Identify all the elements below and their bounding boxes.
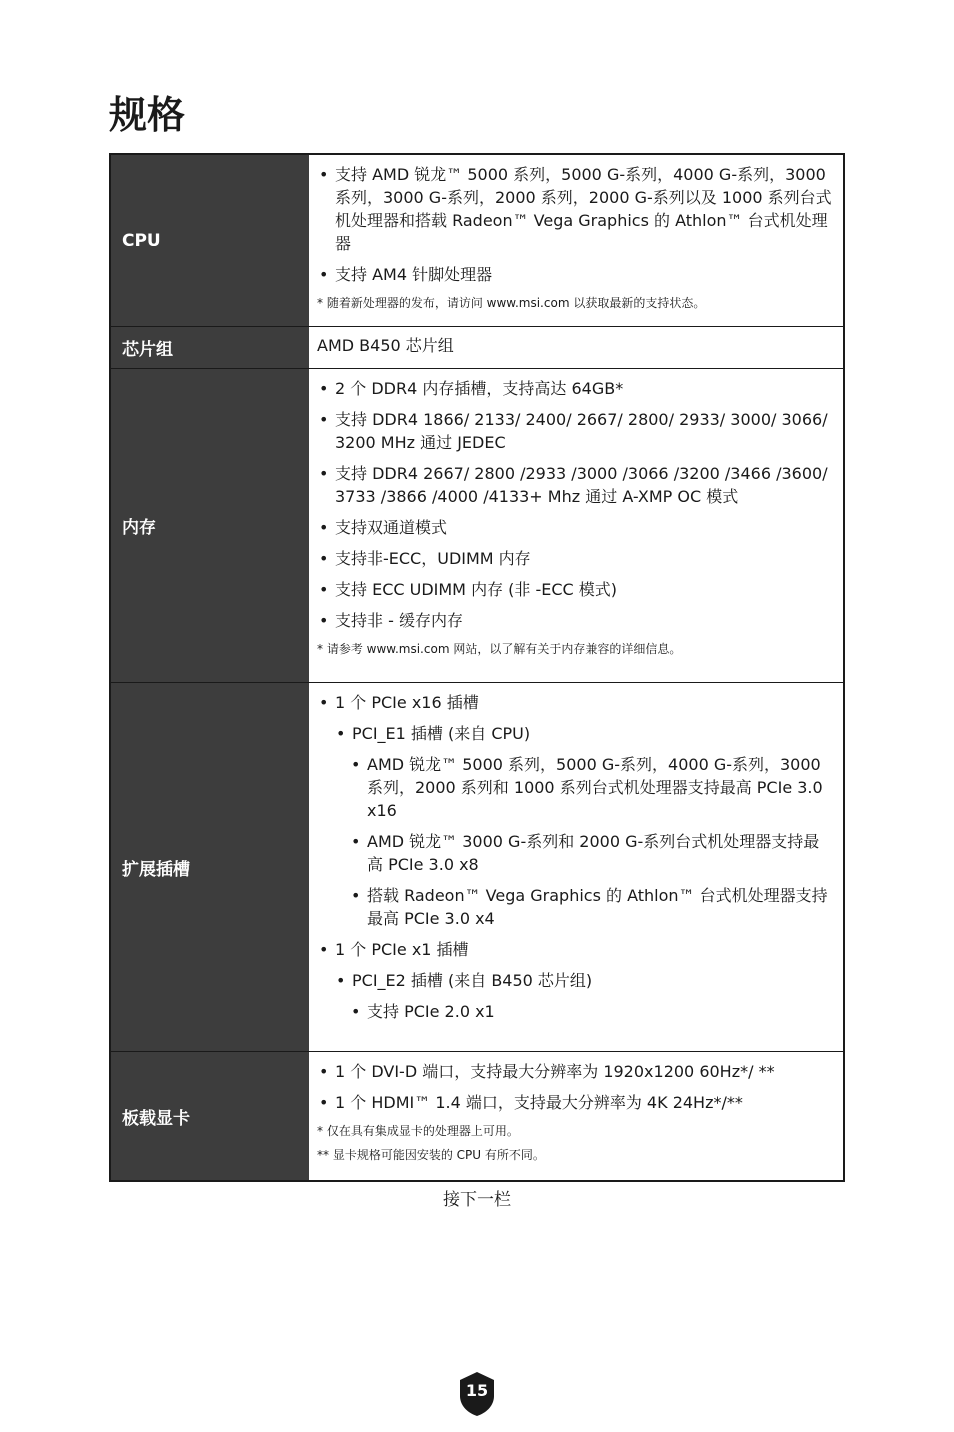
spec-row-onboard-graphics	[111, 1051, 843, 1180]
list-item: • PCI_E2 插槽 (来自 B450 芯片组)	[334, 969, 835, 992]
page-title: 规格	[109, 93, 186, 137]
continue-note: 接下一栏	[443, 1190, 511, 1210]
spec-row-memory	[111, 368, 843, 682]
spec-table	[109, 153, 845, 1182]
row-label-chipset: 芯片组	[111, 327, 309, 368]
list-item: • 1 个 PCIe x16 插槽	[317, 691, 835, 714]
footnote: * 随着新处理器的发布，请访问 www.msi.com 以获取最新的支持状态。	[317, 296, 706, 310]
chipset-value: AMD B450 芯片组	[317, 336, 454, 355]
row-label-memory: 内存	[111, 369, 309, 682]
spec-row-cpu	[111, 155, 843, 326]
list-item: • 1 个 DVI-D 端口，支持最大分辨率为 1920x1200 60Hz*/ **	[317, 1060, 835, 1083]
list-item: • 1 个 HDMI™ 1.4 端口，支持最大分辨率为 4K 24Hz*/**	[317, 1091, 835, 1114]
row-content-expansion-slots	[309, 683, 843, 1051]
list-item: • 1 个 PCIe x1 插槽	[317, 938, 835, 961]
list-item: • PCI_E1 插槽 (来自 CPU)	[334, 722, 835, 745]
row-content-cpu	[309, 155, 843, 326]
list-item: • 支持 AM4 针脚处理器	[317, 263, 835, 286]
footnote: ** 显卡规格可能因安装的 CPU 有所不同。	[317, 1148, 545, 1162]
list-item: • 支持非-ECC，UDIMM 内存	[317, 547, 835, 570]
list-item: • 支持 DDR4 1866/ 2133/ 2400/ 2667/ 2800/ 2933/ 3000/ 3066/ 3200 MHz 通过 JEDEC	[317, 408, 835, 454]
list-item: • 支持 AMD 锐龙™ 5000 系列，5000 G-系列，4000 G-系列，3000 系列，3000 G-系列，2000 系列，2000 G-系列以及 1000 系列台式机处理器和搭载 Radeon™ Vega Graphics 的 Athlon™ 台式机处理器	[317, 163, 835, 255]
spec-row-expansion-slots	[111, 682, 843, 1051]
spec-row-chipset	[111, 326, 843, 368]
row-label-onboard-graphics: 板载显卡	[111, 1052, 309, 1180]
list-item: • AMD 锐龙™ 3000 G-系列和 2000 G-系列台式机处理器支持最高 PCIe 3.0 x8	[349, 830, 835, 876]
list-item: • 2 个 DDR4 内存插槽，支持高达 64GB*	[317, 377, 835, 400]
footnote: * 请参考 www.msi.com 网站，以了解有关于内存兼容的详细信息。	[317, 642, 682, 656]
list-item: • 支持 PCIe 2.0 x1	[349, 1000, 835, 1023]
list-item: • 支持 DDR4 2667/ 2800 /2933 /3000 /3066 /3200 /3466 /3600/ 3733 /3866 /4000 /4133+ Mhz 通过 A-XMP OC 模式	[317, 462, 835, 508]
row-label-expansion-slots: 扩展插槽	[111, 683, 309, 1051]
list-item: • 支持 ECC UDIMM 内存 (非 -ECC 模式)	[317, 578, 835, 601]
row-content-onboard-graphics	[309, 1052, 843, 1180]
page-number: 15	[465, 1381, 489, 1400]
list-item: • AMD 锐龙™ 5000 系列，5000 G-系列，4000 G-系列，3000 系列，2000 系列和 1000 系列台式机处理器支持最高 PCIe 3.0 x16	[349, 753, 835, 822]
list-item: • 搭载 Radeon™ Vega Graphics 的 Athlon™ 台式机处理器支持最高 PCIe 3.0 x4	[349, 884, 835, 930]
row-content-chipset	[309, 327, 843, 368]
list-item: • 支持双通道模式	[317, 516, 835, 539]
footnote: * 仅在具有集成显卡的处理器上可用。	[317, 1124, 519, 1138]
row-label-cpu: CPU	[111, 155, 309, 326]
row-content-memory	[309, 369, 843, 682]
list-item: • 支持非 - 缓存内存	[317, 609, 835, 632]
